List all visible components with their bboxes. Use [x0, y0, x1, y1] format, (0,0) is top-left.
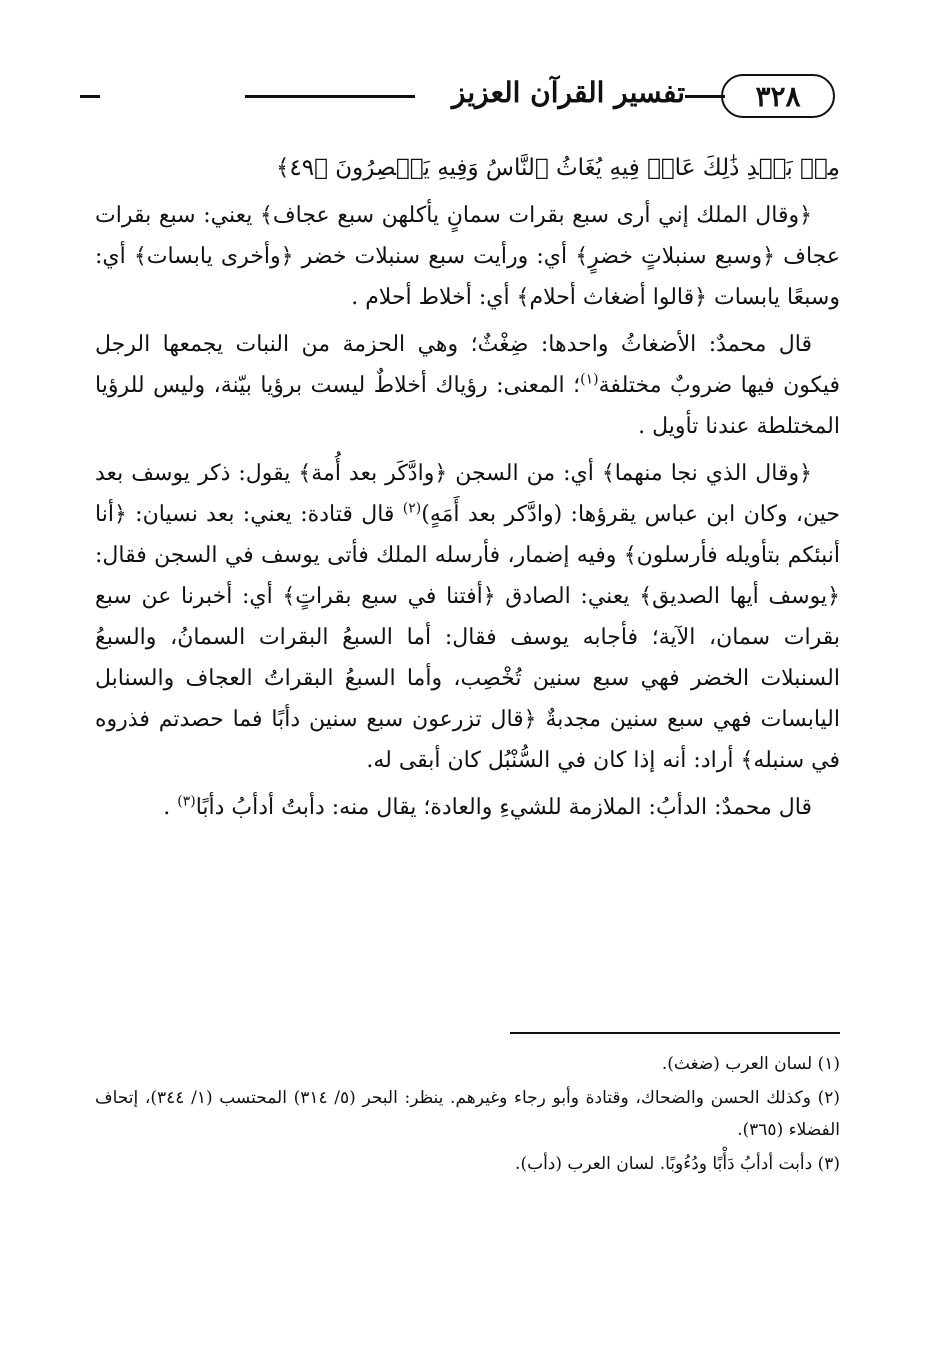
- paragraph: [95, 324, 840, 447]
- footnote: (٣) دأبت أدأبُ دَأْبًا ودُءُوبًا. لسان العرب (دأب).: [515, 1154, 840, 1174]
- paragraph-text: .: [163, 795, 178, 820]
- footnote-ref: (١): [580, 371, 599, 388]
- footnotes: [95, 1048, 840, 1182]
- paragraph-text: قال محمدٌ: الأضغاثُ واحدها: ضِغْثٌ؛ وهي الحزمة من النبات يجمعها الرجل فيكون فيها ضروبٌ مختلفة: [95, 332, 840, 398]
- paragraph-text: قال قتادة: يعني: بعد نسيان: ﴿أنا أنبئكم بتأويله فأرسلون﴾ وفيه إضمار، فأرسله الملك فأتى يوسف في السجن فقال: ﴿يوسف أيها الصديق﴾ يعني: الصادق ﴿أفتنا في سبع بقراتٍ﴾ أي: أخبرنا عن سبع بقرات سمان، الآية؛ فأجابه يوسف فقال: أما السبعُ البقرات السمانُ، والسبعُ السنبلات الخضر فهي سبع سنين تُخْصِب، وأما السبعُ البقراتُ العجاف والسنابل اليابسات فهي سبع سنين مجدبةٌ ﴿قال تزرعون سبع سنين دأبًا فما حصدتم فذروه في سنبله﴾ أراد: أنه إذا كان في السُّنْبُل كان أبقى له.: [95, 502, 840, 773]
- header-rule: [245, 95, 415, 98]
- footnote-separator: [510, 1032, 840, 1034]
- paragraph: [95, 453, 840, 781]
- footnote-ref: (٣): [177, 793, 196, 810]
- page-header: [80, 70, 835, 120]
- footnote: (٢) وكذلك الحسن والضحاك، وقتادة وأبو رجاء وغيرهم. ينظر: البحر (٥/ ٣١٤) المحتسب (١/ ٣٤٤)، إتحاف الفضلاء (٣٦٥).: [95, 1088, 841, 1140]
- paragraph: ﴿وقال الملك إني أرى سبع بقرات سمانٍ يأكلهن سبع عجاف﴾ يعني: سبع بقرات عجاف ﴿وسبع سنبلاتٍ خضرٍ﴾ أي: ورأيت سبع سنبلات خضر ﴿وأخرى يابسات﴾ أي: وسبعًا يابسات ﴿قالوا أضغاث أحلام﴾ أي: أخلاط أحلام .: [95, 203, 840, 310]
- paragraph-text: ؛ المعنى: رؤياك أخلاطٌ ليست برؤيا بيّنة، وليس للرؤيا المختلطة عندنا تأويل .: [95, 373, 840, 439]
- paragraph-text: قال محمدٌ: الدأبُ: الملازمة للشيءِ والعادة؛ يقال منه: دأبتُ أدأبُ دأبًا: [195, 795, 812, 820]
- footnote: (١) لسان العرب (ضغث).: [661, 1054, 840, 1074]
- page-number: ٣٢٨: [721, 74, 835, 118]
- footnote-ref: (٢): [402, 500, 422, 517]
- header-rule: [80, 95, 100, 98]
- running-title: تفسير القرآن العزيز: [451, 76, 685, 109]
- header-rule: [685, 95, 725, 98]
- paragraph: [95, 787, 840, 828]
- paragraph-text: ﴿وقال الذي نجا منهما﴾ أي: من السجن ﴿وادَّكَر بعد أُمة﴾ يقول: ذكر يوسف بعد حين، وكان ابن عباس يقرؤها: (وادَّكر بعد أَمَهٍ): [95, 461, 841, 527]
- verse-line: مِنۢ بَعۡدِ ذَٰلِكَ عَامٞ فِيهِ يُغَاثُ ٱلنَّاسُ وَفِيهِ يَعۡصِرُونَ ﴿٤٩﴾: [275, 155, 840, 181]
- main-text: [95, 148, 840, 834]
